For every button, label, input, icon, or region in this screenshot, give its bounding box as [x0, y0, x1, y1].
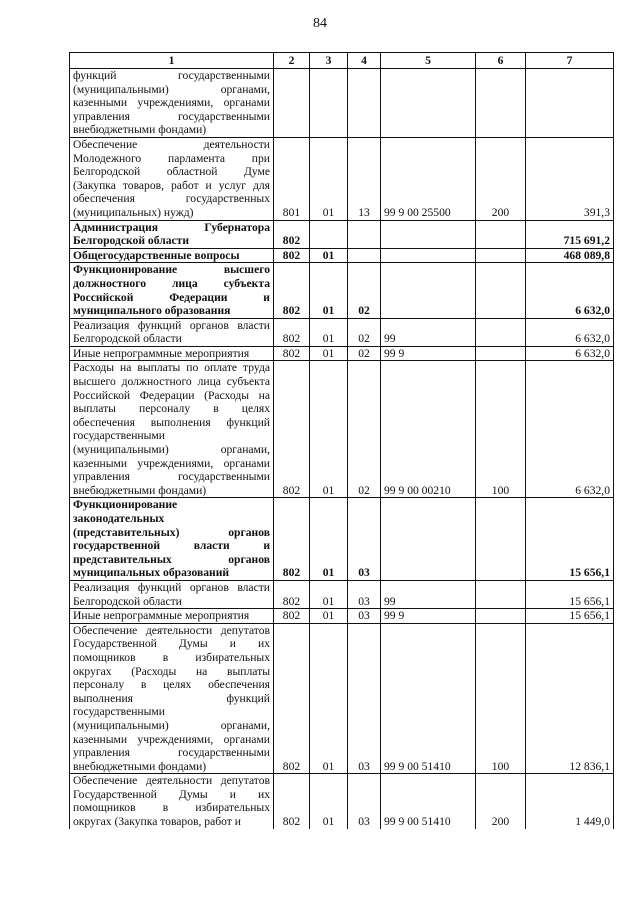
item-name-line: управления государственными — [73, 109, 270, 123]
cell-item-name — [70, 137, 274, 220]
cell-ministry-code: 802 — [274, 580, 310, 608]
budget-table — [69, 52, 614, 829]
cell-ministry-code: 802 — [274, 361, 310, 498]
cell-amount: 6 632,0 — [526, 318, 614, 346]
item-name-line: Обеспечение деятельности депутатов — [73, 623, 270, 637]
table-row — [70, 623, 614, 774]
cell-item-name — [70, 498, 274, 581]
cell-section-code — [310, 220, 348, 248]
cell-amount: 15 656,1 — [526, 580, 614, 608]
table-row — [70, 361, 614, 498]
cell-subsection-code — [348, 220, 381, 248]
item-name-line: (Закупка товаров, работ и услуг для — [73, 178, 270, 192]
cell-amount: 15 656,1 — [526, 498, 614, 581]
item-name-line: Расходы на выплаты по оплате труда — [73, 361, 270, 375]
item-name-line: законодательных — [73, 512, 165, 525]
cell-amount: 1 449,0 — [526, 774, 614, 829]
item-name-line: Государственной Думы и их — [73, 787, 270, 801]
item-name-line: представительных органов — [73, 552, 270, 566]
item-name-line: Российской Федерации (Расходы на — [73, 388, 270, 402]
cell-amount — [526, 69, 614, 138]
table-row — [70, 69, 614, 138]
item-name-line: государственной власти и — [73, 539, 270, 553]
cell-subsection-code: 03 — [348, 580, 381, 608]
table-body — [70, 69, 614, 829]
item-name-line: государственными — [73, 705, 165, 719]
cell-subsection-code: 13 — [348, 137, 381, 220]
cell-item-name — [70, 318, 274, 346]
item-name-line: казенными учреждениями, органами — [73, 732, 270, 746]
cell-item-name — [70, 609, 274, 624]
cell-section-code: 01 — [310, 137, 348, 220]
item-name-line: казенными учреждениями, органами — [73, 456, 270, 470]
cell-expense-type-code: 200 — [476, 774, 526, 829]
cell-ministry-code: 802 — [274, 220, 310, 248]
cell-expense-type-code — [476, 69, 526, 138]
cell-ministry-code: 802 — [274, 609, 310, 624]
item-name-line: внебюджетными фондами) — [73, 759, 207, 773]
cell-subsection-code: 03 — [348, 498, 381, 581]
cell-ministry-code: 802 — [274, 263, 310, 318]
item-name-line: выполнения функций — [73, 691, 270, 705]
cell-target-item-code: 99 — [381, 318, 476, 346]
item-name-line: Функционирование — [73, 498, 178, 512]
cell-subsection-code: 03 — [348, 609, 381, 624]
cell-ministry-code: 802 — [274, 774, 310, 829]
item-name-line: Функционирование высшего — [73, 263, 270, 277]
cell-section-code: 01 — [310, 318, 348, 346]
cell-ministry-code: 802 — [274, 623, 310, 774]
item-name-line: Администрация Губернатора — [73, 220, 270, 234]
item-name-line: (муниципальных) нужд) — [73, 205, 194, 219]
cell-target-item-code: 99 9 00 00210 — [381, 361, 476, 498]
table-row — [70, 248, 614, 263]
cell-section-code: 01 — [310, 346, 348, 361]
cell-expense-type-code — [476, 248, 526, 263]
cell-expense-type-code — [476, 498, 526, 581]
item-name-line: Общегосударственные вопросы — [73, 248, 240, 262]
cell-section-code: 01 — [310, 623, 348, 774]
cell-item-name — [70, 263, 274, 318]
cell-target-item-code: 99 9 00 25500 — [381, 137, 476, 220]
item-name-line: округах (Закупка товаров, работ и — [73, 815, 241, 829]
table-row — [70, 346, 614, 361]
cell-target-item-code — [381, 498, 476, 581]
cell-amount: 15 656,1 — [526, 609, 614, 624]
cell-expense-type-code: 100 — [476, 623, 526, 774]
item-name-line: выплаты персоналу в целях — [73, 402, 270, 416]
cell-subsection-code: 03 — [348, 623, 381, 774]
item-name-line: Белгородской областной Думе — [73, 165, 270, 179]
cell-subsection-code: 02 — [348, 318, 381, 346]
cell-section-code: 01 — [310, 609, 348, 624]
cell-expense-type-code — [476, 580, 526, 608]
table-row — [70, 498, 614, 581]
table-row — [70, 609, 614, 624]
cell-target-item-code — [381, 248, 476, 263]
item-name-line: Реализация функций органов власти — [73, 580, 270, 594]
item-name-line: (муниципальными) органами, — [73, 718, 270, 732]
cell-subsection-code: 03 — [348, 774, 381, 829]
cell-section-code: 01 — [310, 774, 348, 829]
table-row — [70, 318, 614, 346]
item-name-line: управления государственными — [73, 470, 270, 484]
cell-item-name — [70, 774, 274, 829]
item-name-line: персоналу в целях обеспечения — [73, 678, 270, 692]
cell-expense-type-code — [476, 318, 526, 346]
item-name-line: обеспечения выполнения функций — [73, 415, 270, 429]
item-name-line: округах (Расходы на выплаты — [73, 664, 270, 678]
cell-amount: 715 691,2 — [526, 220, 614, 248]
item-name-line: Белгородской области — [73, 594, 182, 608]
cell-ministry-code: 802 — [274, 318, 310, 346]
cell-section-code: 01 — [310, 263, 348, 318]
cell-target-item-code — [381, 69, 476, 138]
cell-target-item-code: 99 9 00 51410 — [381, 623, 476, 774]
cell-target-item-code: 99 9 00 51410 — [381, 774, 476, 829]
cell-expense-type-code — [476, 263, 526, 318]
cell-subsection-code: 02 — [348, 263, 381, 318]
header-col-1: 1 — [70, 53, 274, 69]
item-name-line: государственными — [73, 429, 165, 443]
cell-ministry-code: 802 — [274, 498, 310, 581]
cell-item-name — [70, 220, 274, 248]
cell-target-item-code: 99 9 — [381, 346, 476, 361]
item-name-line: внебюджетными фондами) — [73, 483, 207, 497]
item-name-line: внебюджетными фондами) — [73, 123, 207, 137]
item-name-line: казенными учреждениями, органами — [73, 96, 270, 110]
cell-item-name — [70, 361, 274, 498]
cell-section-code: 01 — [310, 498, 348, 581]
item-name-line: Иные непрограммные мероприятия — [73, 346, 250, 360]
header-col-7: 7 — [526, 53, 614, 69]
header-col-3: 3 — [310, 53, 348, 69]
item-name-line: (муниципальными) органами, — [73, 82, 270, 96]
cell-target-item-code: 99 — [381, 580, 476, 608]
cell-amount: 6 632,0 — [526, 263, 614, 318]
cell-item-name — [70, 69, 274, 138]
page-number: 84 — [313, 16, 327, 31]
cell-item-name — [70, 580, 274, 608]
header-col-4: 4 — [348, 53, 381, 69]
header-col-5: 5 — [381, 53, 476, 69]
cell-ministry-code: 802 — [274, 346, 310, 361]
cell-item-name — [70, 346, 274, 361]
cell-section-code: 01 — [310, 580, 348, 608]
item-name-line: Белгородской области — [73, 234, 190, 248]
item-name-line: помощников в избирательных — [73, 801, 270, 815]
cell-target-item-code — [381, 263, 476, 318]
header-row — [70, 53, 614, 69]
cell-section-code: 01 — [310, 248, 348, 263]
cell-amount: 6 632,0 — [526, 346, 614, 361]
item-name-line: муниципального образования — [73, 304, 231, 318]
cell-expense-type-code — [476, 609, 526, 624]
item-name-line: должностного лица субъекта — [73, 276, 270, 290]
cell-expense-type-code — [476, 346, 526, 361]
cell-ministry-code: 802 — [274, 248, 310, 263]
item-name-line: высшего должностного лица субъекта — [73, 375, 270, 389]
item-name-line: Обеспечение деятельности — [73, 137, 270, 151]
cell-ministry-code — [274, 69, 310, 138]
header-col-6: 6 — [476, 53, 526, 69]
cell-subsection-code: 02 — [348, 361, 381, 498]
item-name-line: (муниципальными) органами, — [73, 443, 270, 457]
item-name-line: муниципальных образований — [73, 566, 230, 580]
table-row — [70, 137, 614, 220]
cell-section-code: 01 — [310, 361, 348, 498]
cell-expense-type-code — [476, 220, 526, 248]
item-name-line: Белгородской области — [73, 332, 182, 346]
cell-item-name — [70, 623, 274, 774]
cell-amount: 391,3 — [526, 137, 614, 220]
item-name-line: Государственной Думы и их — [73, 637, 270, 651]
cell-target-item-code — [381, 220, 476, 248]
item-name-line: управления государственными — [73, 746, 270, 760]
item-name-line: Российской Федерации и — [73, 290, 270, 304]
cell-subsection-code — [348, 248, 381, 263]
cell-amount: 468 089,8 — [526, 248, 614, 263]
table-row — [70, 580, 614, 608]
cell-expense-type-code: 200 — [476, 137, 526, 220]
item-name-line: функций государственными — [73, 69, 270, 82]
item-name-line: Реализация функций органов власти — [73, 318, 270, 332]
table-row — [70, 774, 614, 829]
item-name-line: обеспечения государственных — [73, 192, 270, 206]
cell-subsection-code — [348, 69, 381, 138]
cell-target-item-code: 99 9 — [381, 609, 476, 624]
cell-subsection-code: 02 — [348, 346, 381, 361]
item-name-line: помощников в избирательных — [73, 650, 270, 664]
table-row — [70, 263, 614, 318]
item-name-line: Молодежного парламента при — [73, 151, 270, 165]
item-name-line: (представительных) органов — [73, 525, 270, 539]
item-name-line: Иные непрограммные мероприятия — [73, 609, 250, 623]
cell-item-name — [70, 248, 274, 263]
item-name-line: Обеспечение деятельности депутатов — [73, 774, 270, 788]
table-row — [70, 220, 614, 248]
cell-section-code — [310, 69, 348, 138]
cell-amount: 6 632,0 — [526, 361, 614, 498]
cell-expense-type-code: 100 — [476, 361, 526, 498]
header-col-2: 2 — [274, 53, 310, 69]
cell-amount: 12 836,1 — [526, 623, 614, 774]
cell-ministry-code: 801 — [274, 137, 310, 220]
